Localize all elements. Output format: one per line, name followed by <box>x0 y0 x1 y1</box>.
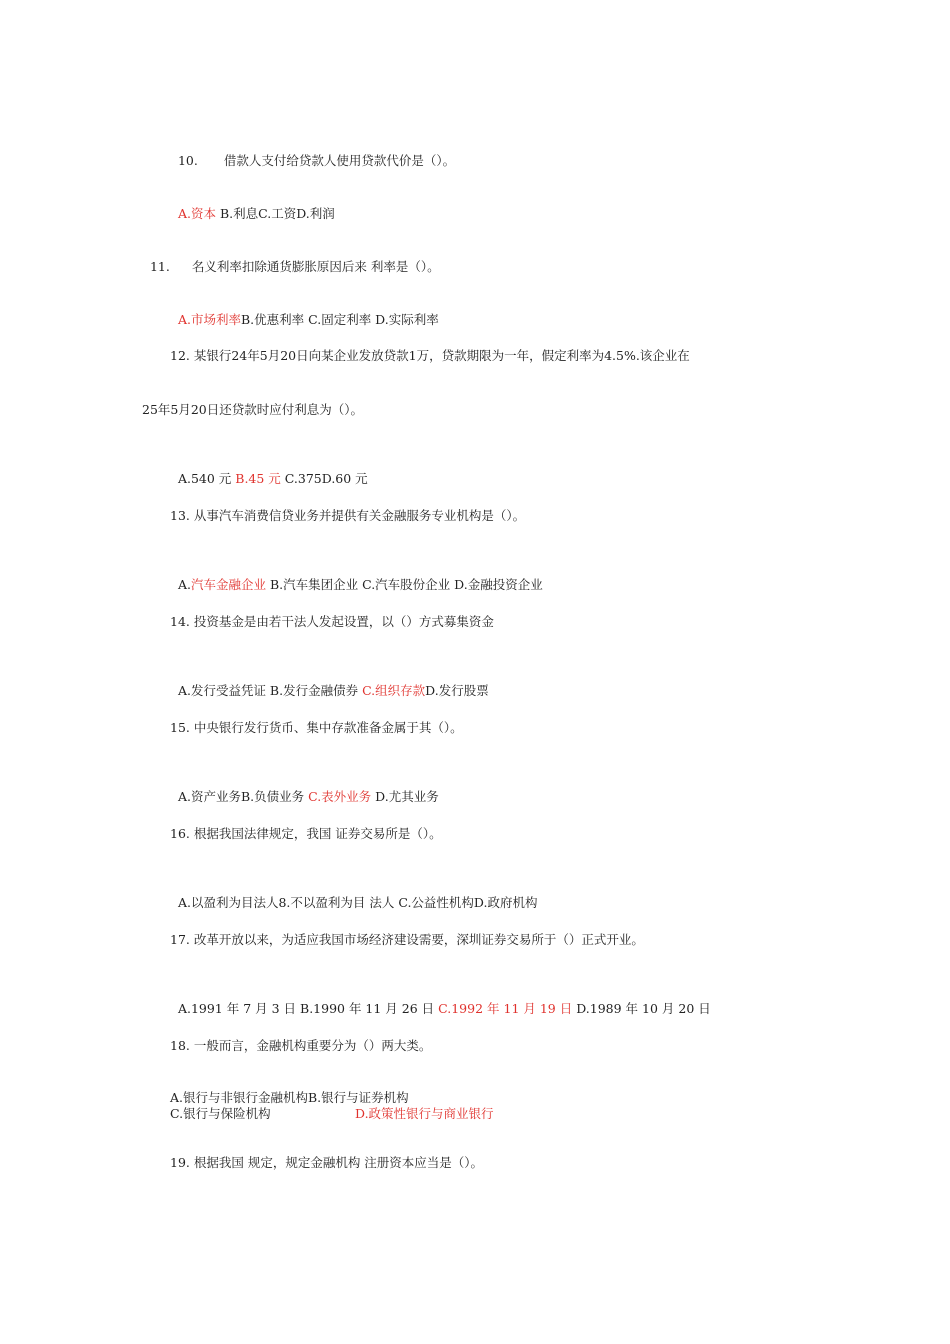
option-text: B.利息C.工资D.利润 <box>215 206 335 221</box>
question-17-options <box>170 985 711 1017</box>
question-14: 14. 投资基金是由若干法人发起设置，以（）方式募集资金 <box>170 614 494 629</box>
question-text: 借款人支付给贷款人使用贷款代价是（）。 <box>223 153 456 168</box>
question-number: 11. <box>149 259 170 274</box>
question-18-options-line1: A.银行与非银行金融机构B.银行与证券机构 <box>170 1090 409 1105</box>
question-16: 16. 根据我国法律规定，我国 证券交易所是（）。 <box>170 826 442 841</box>
option-answer: 汽车金融企业 <box>190 577 266 592</box>
option-text: A.发行受益凭证 B.发行金融债券 <box>177 683 363 698</box>
option-text: B.优惠利率 C.固定利率 D.实际利率 <box>240 312 439 327</box>
question-number: 10. <box>177 153 198 168</box>
option-text: B.汽车集团企业 C.汽车股份企业 D.金融投资企业 <box>265 577 543 592</box>
option-answer: C.组织存款 <box>362 683 426 698</box>
question-18-option-d-answer: D.政策性银行与商业银行 <box>355 1106 494 1121</box>
option-text: A.1991 年 7 月 3 日 B.1990 年 11 月 26 日 <box>177 1001 439 1016</box>
option-text: D.发行股票 <box>425 683 489 698</box>
question-12-line1: 12. 某银行24年5月20日向某企业发放贷款1万，贷款期限为一年，假定利率为4.5%.该企业在 <box>170 348 690 363</box>
option-text: A.资产业务B.负债业务 <box>177 789 309 804</box>
option-answer: C.1992 年 11 月 19 日 <box>438 1001 573 1016</box>
question-text: 名义利率扣除通货膨胀原因后来 利率是（）。 <box>191 259 440 274</box>
option-answer: B.45 元 <box>235 471 281 486</box>
option-text: A.以盈利为目法人8.不以盈利为目 法人 C.公益性机构D.政府机构 <box>177 895 538 910</box>
option-text: D.尤其业务 <box>371 789 439 804</box>
question-12-options <box>170 455 368 487</box>
question-11-options <box>170 296 439 328</box>
question-13: 13. 从事汽车消费信贷业务并提供有关金融服务专业机构是（）。 <box>170 508 526 523</box>
question-15-options <box>170 773 439 805</box>
option-answer: C.表外业务 <box>308 789 372 804</box>
option-answer: A.资本 <box>177 206 216 221</box>
question-14-options <box>170 667 489 699</box>
question-15: 15. 中央银行发行货币、集中存款准备金属于其（）。 <box>170 720 463 735</box>
question-19: 19. 根据我国 规定，规定金融机构 注册资本应当是（）。 <box>170 1155 484 1170</box>
option-text: D.1989 年 10 月 20 日 <box>572 1001 711 1016</box>
option-text: A.540 元 <box>177 471 236 486</box>
question-17: 17. 改革开放以来，为适应我国市场经济建设需要，深圳证券交易所于（）正式开业。 <box>170 932 644 947</box>
option-text: A. <box>177 577 191 592</box>
question-18: 18. 一般而言，金融机构重要分为（）两大类。 <box>170 1038 432 1053</box>
option-text: C.375D.60 元 <box>280 471 368 486</box>
question-18-option-c: C.银行与保险机构 <box>170 1106 271 1121</box>
question-16-options <box>170 879 537 911</box>
option-answer: A.市场利率 <box>177 312 241 327</box>
question-12-line2: 25年5月20日还贷款时应付利息为（）。 <box>142 402 364 417</box>
question-11 <box>142 243 440 275</box>
question-10-options <box>170 190 335 222</box>
question-13-options <box>170 561 543 593</box>
question-10 <box>170 137 455 169</box>
